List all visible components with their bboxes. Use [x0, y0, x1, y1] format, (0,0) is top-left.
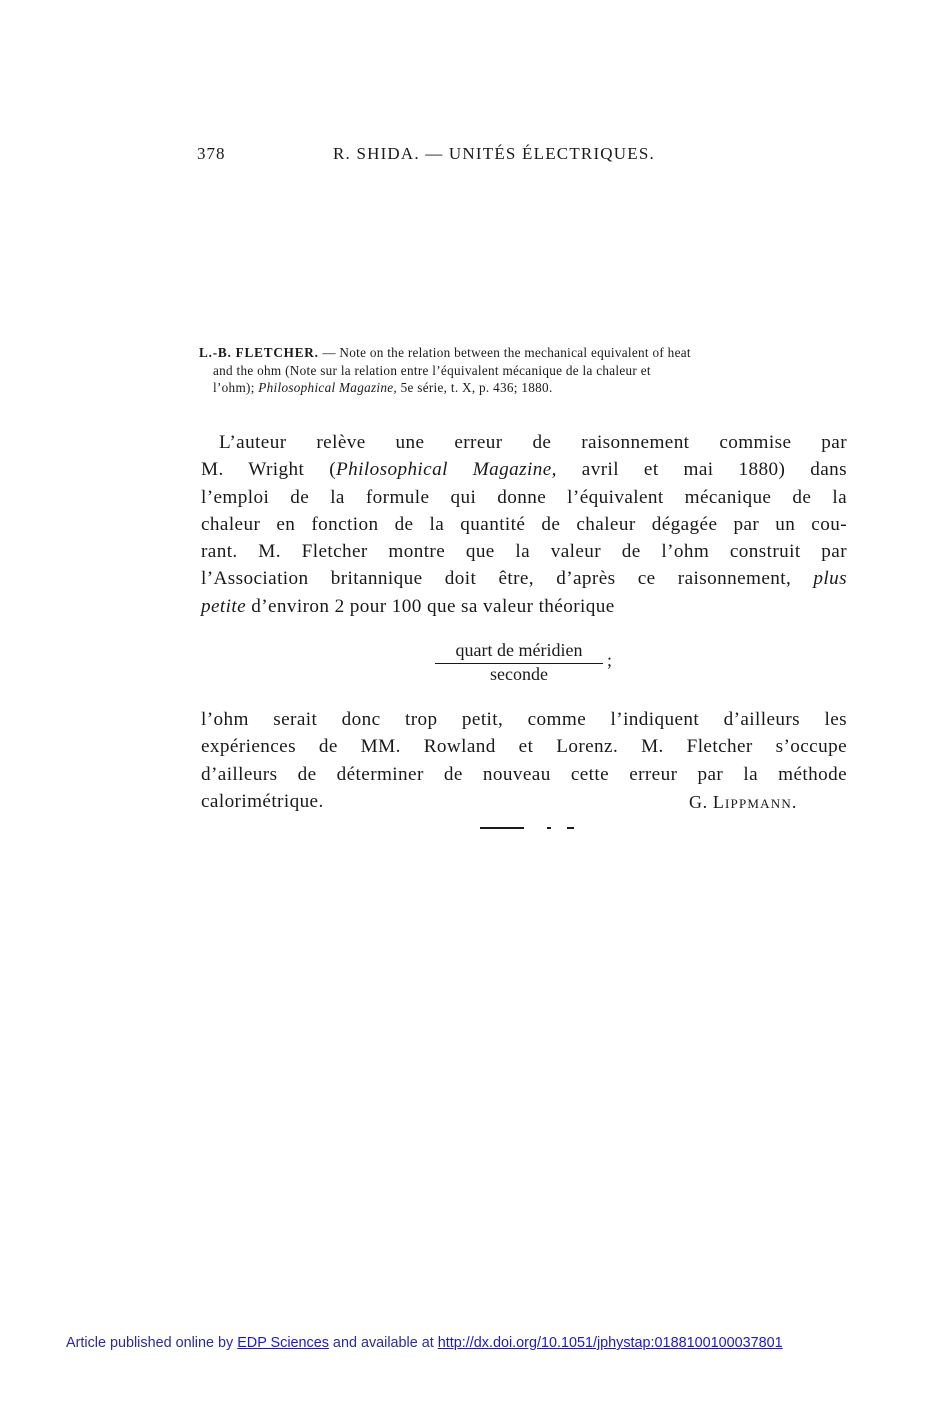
- fraction-suffix: ;: [607, 650, 613, 670]
- end-rule-dash: [567, 827, 574, 829]
- paragraph-2-line-4: calorimétrique.: [201, 790, 324, 812]
- running-title: R. SHIDA. — UNITÉS ÉLECTRIQUES.: [333, 144, 655, 163]
- citation-title-part1: — Note on the relation between the mechanical equivalent of heat: [318, 345, 691, 360]
- running-header: [197, 144, 717, 168]
- paragraph-2-line-3: d’ailleurs de déterminer de nouveau cette erreur par la méthode: [201, 763, 847, 785]
- citation-line-2: and the ohm (Note sur la relation entre l’équivalent mécanique de la chaleur et: [213, 362, 651, 378]
- paragraph-1-line-4: chaleur en fonction de la quantité de chaleur dégagée par un cou-: [201, 513, 847, 535]
- emphasis-petite: petite: [201, 595, 247, 617]
- paragraph-1-line-2-pre: M. Wright (: [201, 459, 337, 481]
- bibliographic-citation: [199, 344, 847, 397]
- citation-line-3-pre: l’ohm);: [213, 380, 259, 395]
- paragraph-1-line-6: [201, 565, 847, 592]
- paragraph-1-line-2-post: avril et mai 1880) dans: [556, 459, 847, 481]
- citation-journal: Philosophical Magazine,: [258, 380, 398, 395]
- paragraph-2-line-1: l’ohm serait donc trop petit, comme l’indiquent d’ailleurs les: [201, 709, 847, 730]
- end-rule: [480, 827, 524, 829]
- paragraph-1-line-7-post: d’environ 2 pour 100 que sa valeur théorique: [246, 595, 615, 617]
- citation-author: L.-B. FLETCHER.: [199, 345, 319, 360]
- doi-link[interactable]: http://dx.doi.org/10.1051/jphystap:0188100100037801: [437, 1335, 783, 1351]
- paragraph-1-line-5: rant. M. Fletcher montre que la valeur de l’ohm construit par: [201, 541, 847, 563]
- page-number: 378: [197, 144, 226, 163]
- citation-line-3-post: 5e série, t. X, p. 436; 1880.: [397, 380, 553, 395]
- paragraph-2-line-2: expériences de MM. Rowland et Lorenz. M. Fletcher s’occupe: [201, 736, 847, 758]
- journal-name: Philosophical Magazine,: [336, 459, 557, 481]
- fraction-numerator: quart de méridien: [455, 640, 583, 660]
- body-paragraph-1: [201, 429, 847, 620]
- citation-line-3: [199, 379, 847, 397]
- publication-footer: [66, 1335, 866, 1351]
- paragraph-1-line-3: l’emploi de la formule qui donne l’équivalent mécanique de la: [201, 486, 847, 508]
- emphasis-plus: plus: [813, 568, 847, 590]
- signature-name: Lippmann.: [712, 792, 798, 812]
- footer-middle: and available at: [328, 1335, 438, 1351]
- footer-prefix: Article published online by: [66, 1335, 238, 1351]
- math-fraction: [435, 640, 615, 688]
- citation-line-1: [199, 344, 847, 362]
- paragraph-1-line-2: [201, 456, 847, 483]
- paragraph-1-line-6-pre: l’Association britannique doit être, d’après ce raisonnement,: [201, 568, 814, 590]
- fraction-denominator: seconde: [490, 664, 548, 684]
- paragraph-1-line-7: [201, 593, 847, 620]
- publisher-link[interactable]: EDP Sciences: [237, 1335, 329, 1351]
- signature-initial: G.: [689, 792, 708, 812]
- paragraph-1-line-1: L’auteur relève une erreur de raisonnement commise par: [219, 432, 847, 453]
- end-rule-dot: [547, 827, 551, 829]
- signature: [689, 792, 798, 813]
